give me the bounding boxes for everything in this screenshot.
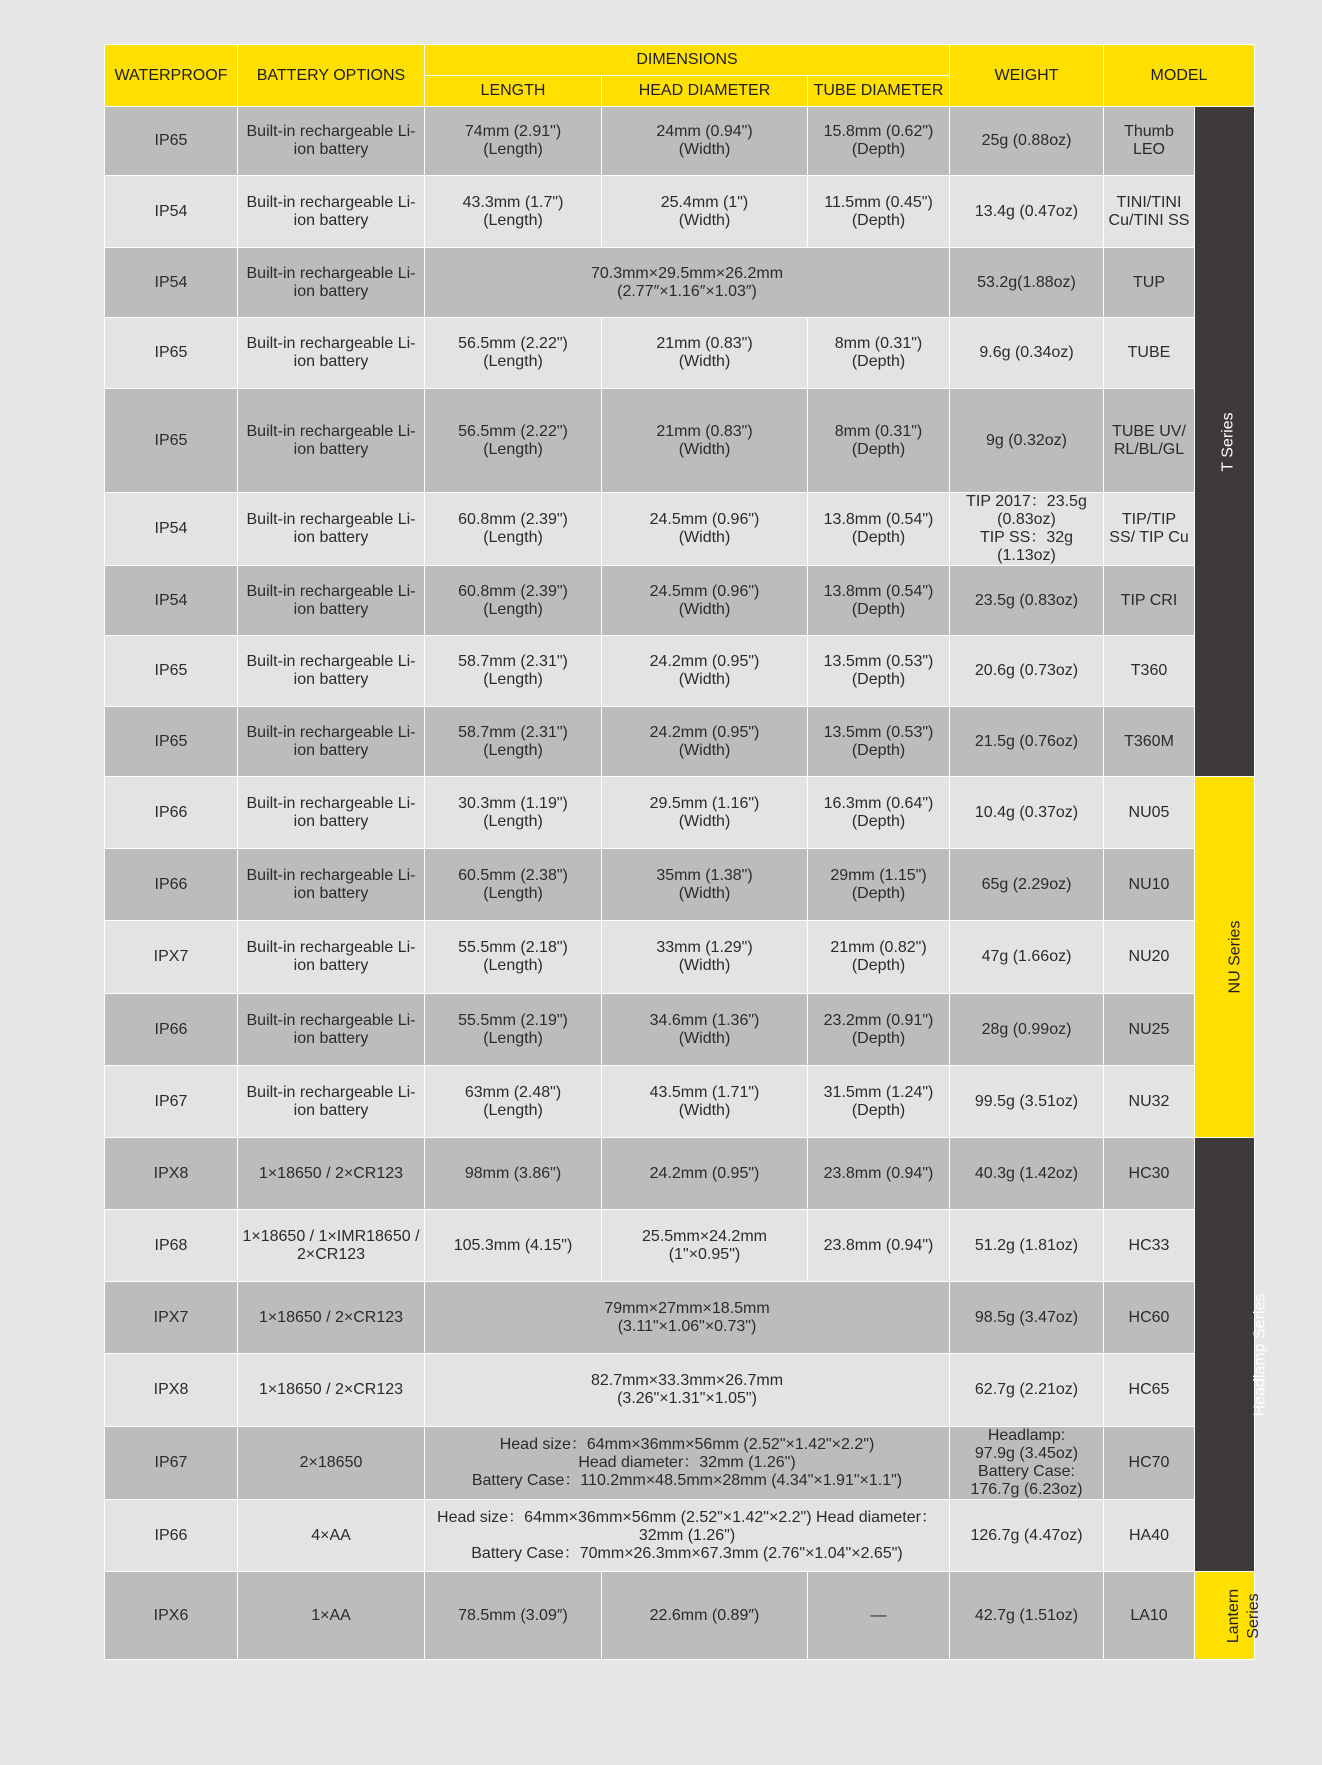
header-battery-options: BATTERY OPTIONS (238, 45, 425, 107)
cell-battery: Built-in rechargeable Li-ion battery (238, 318, 425, 389)
cell-waterproof: IPX6 (105, 1572, 238, 1660)
cell-head-diameter: 34.6mm (1.36") (Width) (602, 994, 808, 1066)
cell-model: HC30 (1104, 1138, 1195, 1210)
cell-length: 78.5mm (3.09″) (425, 1572, 602, 1660)
cell-waterproof: IP54 (105, 248, 238, 318)
cell-waterproof: IP65 (105, 107, 238, 176)
cell-model: T360 (1104, 636, 1195, 707)
cell-battery: Built-in rechargeable Li-ion battery (238, 777, 425, 849)
table-row (105, 566, 1255, 636)
cell-head-diameter: 43.5mm (1.71") (Width) (602, 1066, 808, 1138)
cell-length: 56.5mm (2.22") (Length) (425, 389, 602, 493)
cell-model: TINI/TINI Cu/TINI SS (1104, 176, 1195, 248)
cell-length: 43.3mm (1.7") (Length) (425, 176, 602, 248)
cell-model: Thumb LEO (1104, 107, 1195, 176)
cell-dimensions: 79mm×27mm×18.5mm (3.11"×1.06"×0.73") (425, 1282, 950, 1354)
cell-waterproof: IP54 (105, 176, 238, 248)
cell-waterproof: IPX7 (105, 1282, 238, 1354)
cell-head-diameter: 24.2mm (0.95") (Width) (602, 636, 808, 707)
table-row (105, 636, 1255, 707)
cell-weight: 98.5g (3.47oz) (950, 1282, 1104, 1354)
cell-weight: 40.3g (1.42oz) (950, 1138, 1104, 1210)
cell-head-diameter: 24mm (0.94") (Width) (602, 107, 808, 176)
series-label-headlamp (1195, 1138, 1269, 1572)
cell-weight: 42.7g (1.51oz) (950, 1572, 1104, 1660)
cell-length: 55.5mm (2.18") (Length) (425, 921, 602, 994)
cell-waterproof: IP65 (105, 389, 238, 493)
cell-tube-diameter: 31.5mm (1.24") (Depth) (808, 1066, 950, 1138)
cell-weight: 126.7g (4.47oz) (950, 1500, 1104, 1572)
table-row (105, 1066, 1255, 1138)
cell-waterproof: IP65 (105, 707, 238, 777)
cell-model: HC60 (1104, 1282, 1195, 1354)
cell-weight: 47g (1.66oz) (950, 921, 1104, 994)
cell-battery: Built-in rechargeable Li-ion battery (238, 849, 425, 921)
cell-head-diameter: 21mm (0.83") (Width) (602, 389, 808, 493)
cell-waterproof: IP54 (105, 493, 238, 566)
cell-battery: Built-in rechargeable Li-ion battery (238, 566, 425, 636)
table-row (105, 777, 1255, 849)
cell-head-diameter: 33mm (1.29") (Width) (602, 921, 808, 994)
cell-tube-diameter: 29mm (1.15") (Depth) (808, 849, 950, 921)
header-waterproof: WATERPROOF (105, 45, 238, 107)
cell-battery: Built-in rechargeable Li-ion battery (238, 248, 425, 318)
cell-tube-diameter: 13.5mm (0.53") (Depth) (808, 707, 950, 777)
cell-waterproof: IP54 (105, 566, 238, 636)
series-label-lantern (1195, 1572, 1262, 1660)
cell-weight: 51.2g (1.81oz) (950, 1210, 1104, 1282)
cell-waterproof: IP65 (105, 636, 238, 707)
header-model: MODEL (1104, 45, 1255, 107)
cell-model: HC70 (1104, 1427, 1195, 1500)
cell-tube-diameter: 8mm (0.31") (Depth) (808, 389, 950, 493)
header-dimensions: DIMENSIONS (425, 45, 950, 76)
table-row (105, 1210, 1255, 1282)
cell-waterproof: IP67 (105, 1066, 238, 1138)
cell-battery: Built-in rechargeable Li-ion battery (238, 921, 425, 994)
cell-tube-diameter: 11.5mm (0.45") (Depth) (808, 176, 950, 248)
table-row (105, 318, 1255, 389)
cell-battery: 1×18650 / 1×IMR18650 / 2×CR123 (238, 1210, 425, 1282)
table-row (105, 1427, 1255, 1500)
series-label-text: Headlamp Series (1251, 1293, 1269, 1416)
cell-battery: Built-in rechargeable Li-ion battery (238, 636, 425, 707)
cell-model: NU10 (1104, 849, 1195, 921)
cell-battery: Built-in rechargeable Li-ion battery (238, 1066, 425, 1138)
cell-tube-diameter: 23.8mm (0.94") (808, 1210, 950, 1282)
cell-waterproof: IP66 (105, 1500, 238, 1572)
cell-length: 60.8mm (2.39") (Length) (425, 566, 602, 636)
table-row (105, 1282, 1255, 1354)
cell-battery: 1×AA (238, 1572, 425, 1660)
spec-table-container (104, 44, 1269, 1660)
cell-battery: 1×18650 / 2×CR123 (238, 1282, 425, 1354)
cell-head-diameter: 24.5mm (0.96") (Width) (602, 566, 808, 636)
series-label-text: Lantern Series (1225, 1588, 1262, 1643)
table-row (105, 248, 1255, 318)
cell-battery: Built-in rechargeable Li-ion battery (238, 994, 425, 1066)
cell-model: HC33 (1104, 1210, 1195, 1282)
cell-waterproof: IP66 (105, 994, 238, 1066)
cell-model: TUBE (1104, 318, 1195, 389)
cell-head-diameter: 21mm (0.83") (Width) (602, 318, 808, 389)
cell-head-diameter: 24.2mm (0.95") (602, 1138, 808, 1210)
cell-model: TUBE UV/ RL/BL/GL (1104, 389, 1195, 493)
header-weight: WEIGHT (950, 45, 1104, 107)
cell-length: 98mm (3.86") (425, 1138, 602, 1210)
table-row (105, 176, 1255, 248)
table-row (105, 493, 1255, 566)
cell-battery: 1×18650 / 2×CR123 (238, 1354, 425, 1427)
cell-battery: Built-in rechargeable Li-ion battery (238, 389, 425, 493)
cell-waterproof: IPX8 (105, 1138, 238, 1210)
cell-weight: 53.2g(1.88oz) (950, 248, 1104, 318)
cell-battery: Built-in rechargeable Li-ion battery (238, 107, 425, 176)
cell-weight: 65g (2.29oz) (950, 849, 1104, 921)
cell-length: 55.5mm (2.19") (Length) (425, 994, 602, 1066)
cell-waterproof: IP65 (105, 318, 238, 389)
cell-tube-diameter: 23.8mm (0.94") (808, 1138, 950, 1210)
series-label-nu (1195, 777, 1255, 1138)
cell-length: 30.3mm (1.19") (Length) (425, 777, 602, 849)
spec-table (104, 44, 1269, 1660)
header-length: LENGTH (425, 76, 602, 107)
cell-battery: 4×AA (238, 1500, 425, 1572)
series-label-t (1195, 107, 1255, 777)
cell-tube-diameter: 13.8mm (0.54") (Depth) (808, 566, 950, 636)
table-row (105, 107, 1255, 176)
cell-tube-diameter: 15.8mm (0.62") (Depth) (808, 107, 950, 176)
cell-weight: 21.5g (0.76oz) (950, 707, 1104, 777)
cell-model: HA40 (1104, 1500, 1195, 1572)
cell-weight: 99.5g (3.51oz) (950, 1066, 1104, 1138)
cell-length: 60.8mm (2.39") (Length) (425, 493, 602, 566)
cell-tube-diameter: 8mm (0.31") (Depth) (808, 318, 950, 389)
cell-weight: 20.6g (0.73oz) (950, 636, 1104, 707)
cell-battery: Built-in rechargeable Li-ion battery (238, 493, 425, 566)
cell-waterproof: IPX8 (105, 1354, 238, 1427)
cell-length: 58.7mm (2.31") (Length) (425, 707, 602, 777)
cell-waterproof: IP66 (105, 777, 238, 849)
table-row (105, 1572, 1255, 1660)
cell-weight: 13.4g (0.47oz) (950, 176, 1104, 248)
table-row (105, 1138, 1255, 1210)
cell-tube-diameter: — (808, 1572, 950, 1660)
cell-tube-diameter: 13.5mm (0.53") (Depth) (808, 636, 950, 707)
cell-length: 58.7mm (2.31") (Length) (425, 636, 602, 707)
cell-model: NU25 (1104, 994, 1195, 1066)
table-row (105, 1500, 1255, 1572)
cell-model: NU32 (1104, 1066, 1195, 1138)
cell-weight: 9.6g (0.34oz) (950, 318, 1104, 389)
cell-waterproof: IP66 (105, 849, 238, 921)
header-head-diameter: HEAD DIAMETER (602, 76, 808, 107)
cell-tube-diameter: 23.2mm (0.91") (Depth) (808, 994, 950, 1066)
cell-model: NU05 (1104, 777, 1195, 849)
series-label-text: T Series (1219, 411, 1237, 472)
cell-length: 63mm (2.48") (Length) (425, 1066, 602, 1138)
cell-dimensions: 70.3mm×29.5mm×26.2mm (2.77″×1.16″×1.03″) (425, 248, 950, 318)
cell-head-diameter: 24.5mm (0.96") (Width) (602, 493, 808, 566)
cell-model: TIP/TIP SS/ TIP Cu (1104, 493, 1195, 566)
series-label-text: NU Series (1226, 920, 1244, 994)
cell-weight: 9g (0.32oz) (950, 389, 1104, 493)
cell-weight: 10.4g (0.37oz) (950, 777, 1104, 849)
cell-length: 74mm (2.91") (Length) (425, 107, 602, 176)
cell-head-diameter: 29.5mm (1.16") (Width) (602, 777, 808, 849)
cell-head-diameter: 24.2mm (0.95") (Width) (602, 707, 808, 777)
cell-dimensions: 82.7mm×33.3mm×26.7mm (3.26"×1.31"×1.05") (425, 1354, 950, 1427)
table-header (105, 45, 1255, 107)
cell-battery: Built-in rechargeable Li-ion battery (238, 707, 425, 777)
cell-model: TUP (1104, 248, 1195, 318)
cell-length: 56.5mm (2.22") (Length) (425, 318, 602, 389)
cell-waterproof: IP68 (105, 1210, 238, 1282)
cell-battery: 1×18650 / 2×CR123 (238, 1138, 425, 1210)
table-row (105, 921, 1255, 994)
cell-battery: 2×18650 (238, 1427, 425, 1500)
header-tube-diameter: TUBE DIAMETER (808, 76, 950, 107)
cell-weight: 28g (0.99oz) (950, 994, 1104, 1066)
cell-head-diameter: 25.4mm (1") (Width) (602, 176, 808, 248)
cell-tube-diameter: 16.3mm (0.64") (Depth) (808, 777, 950, 849)
cell-length: 105.3mm (4.15") (425, 1210, 602, 1282)
cell-model: T360M (1104, 707, 1195, 777)
cell-head-diameter: 25.5mm×24.2mm (1"×0.95") (602, 1210, 808, 1282)
cell-dimensions: Head size：64mm×36mm×56mm (2.52"×1.42"×2.2") Head diameter：32mm (1.26") Battery Case：70mm×26.3mm×67.3mm (2.76"×1.04"×2.65") (425, 1500, 950, 1572)
cell-length: 60.5mm (2.38") (Length) (425, 849, 602, 921)
cell-dimensions: Head size：64mm×36mm×56mm (2.52"×1.42"×2.2") Head diameter：32mm (1.26") Battery Case：110.2mm×48.5mm×28mm (4.34"×1.91"×1.1") (425, 1427, 950, 1500)
table-body (105, 107, 1269, 1660)
cell-head-diameter: 22.6mm (0.89″) (602, 1572, 808, 1660)
cell-weight: 25g (0.88oz) (950, 107, 1104, 176)
cell-tube-diameter: 21mm (0.82") (Depth) (808, 921, 950, 994)
cell-weight: 62.7g (2.21oz) (950, 1354, 1104, 1427)
cell-model: TIP CRI (1104, 566, 1195, 636)
cell-weight: 23.5g (0.83oz) (950, 566, 1104, 636)
cell-model: HC65 (1104, 1354, 1195, 1427)
table-row (105, 707, 1255, 777)
table-row (105, 994, 1255, 1066)
cell-weight: Headlamp: 97.9g (3.45oz) Battery Case: 176.7g (6.23oz) (950, 1427, 1104, 1500)
cell-model: NU20 (1104, 921, 1195, 994)
cell-tube-diameter: 13.8mm (0.54") (Depth) (808, 493, 950, 566)
table-row (105, 1354, 1255, 1427)
table-row (105, 849, 1255, 921)
cell-weight: TIP 2017：23.5g (0.83oz) TIP SS：32g (1.13oz) (950, 493, 1104, 566)
table-row (105, 389, 1255, 493)
cell-waterproof: IP67 (105, 1427, 238, 1500)
cell-head-diameter: 35mm (1.38") (Width) (602, 849, 808, 921)
cell-model: LA10 (1104, 1572, 1195, 1660)
cell-waterproof: IPX7 (105, 921, 238, 994)
cell-battery: Built-in rechargeable Li-ion battery (238, 176, 425, 248)
